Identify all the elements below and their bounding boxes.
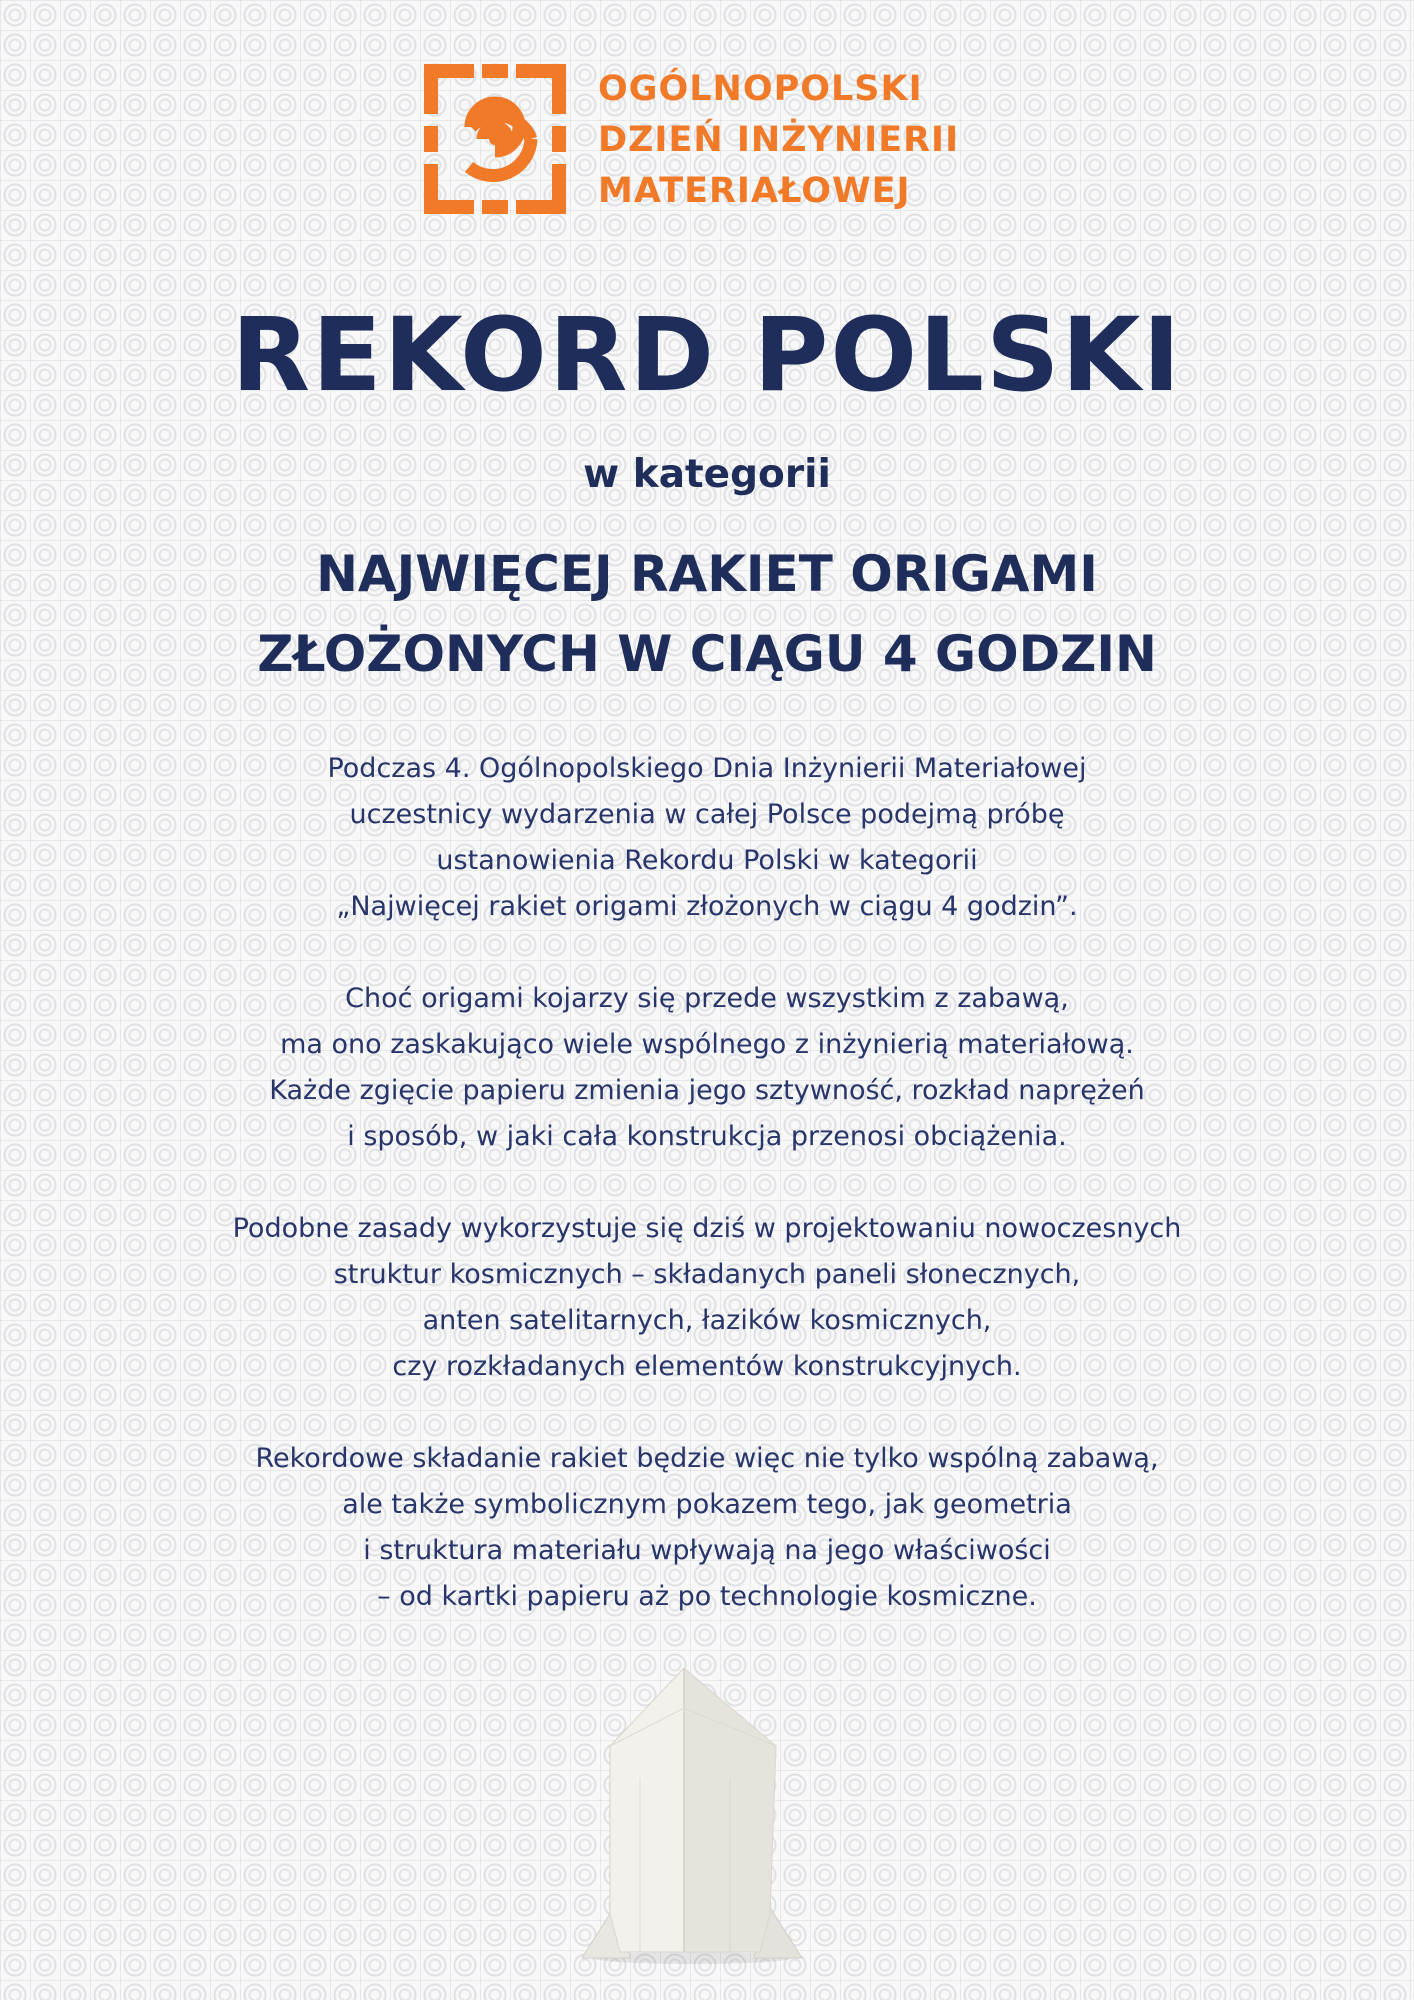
- paragraph-line: Podczas 4. Ogólnopolskiego Dnia Inżynierii Materiałowej: [327, 753, 1087, 784]
- spiral-square-logo-icon: [424, 64, 566, 214]
- paragraph-line: anten satelitarnych, łazików kosmicznych,: [422, 1305, 992, 1336]
- paragraph-line: Rekordowe składanie rakiet będzie więc nie tylko wspólną zabawą,: [255, 1443, 1159, 1474]
- paragraph-line: ma ono zaskakująco wiele wspólnego z inżynierią materiałową.: [280, 1029, 1134, 1060]
- logo-text: [598, 64, 959, 217]
- paragraph-4: [0, 1436, 1414, 1620]
- paragraph-3: [0, 1206, 1414, 1390]
- paragraph-line: ustanowienia Rekordu Polski w kategorii: [436, 845, 978, 876]
- page-subtitle: w kategorii: [583, 452, 831, 497]
- page-title: REKORD POLSKI: [231, 296, 1183, 415]
- paragraph-line: ale także symbolicznym pokazem tego, jak geometria: [342, 1489, 1072, 1520]
- paragraph-line: – od kartki papieru aż po technologie kosmiczne.: [377, 1581, 1037, 1612]
- paragraph-line: struktur kosmicznych – składanych paneli słonecznych,: [333, 1259, 1081, 1290]
- category-line-1: NAJWIĘCEJ RAKIET ORIGAMI: [316, 545, 1098, 603]
- paragraph-2: [0, 976, 1414, 1160]
- paragraph-line: czy rozkładanych elementów konstrukcyjnych.: [392, 1351, 1022, 1382]
- logo-line-2: DZIEŃ INŻYNIERII: [598, 120, 960, 160]
- paragraph-1: [0, 746, 1414, 930]
- record-category: [0, 534, 1414, 694]
- paragraph-line: uczestnicy wydarzenia w całej Polsce podejmą próbę: [349, 799, 1065, 830]
- paragraph-line: i sposób, w jaki cała konstrukcja przenosi obciążenia.: [347, 1121, 1067, 1152]
- paragraph-line: i struktura materiału wpływają na jego właściwości: [363, 1535, 1051, 1566]
- paragraph-line: Choć origami kojarzy się przede wszystkim z zabawą,: [345, 983, 1069, 1014]
- paragraph-line: „Najwięcej rakiet origami złożonych w ciągu 4 godzin”.: [336, 891, 1078, 922]
- event-logo: [424, 64, 994, 220]
- paragraph-line: Każde zgięcie papieru zmienia jego sztywność, rozkład naprężeń: [269, 1075, 1145, 1106]
- category-line-2: ZŁOŻONYCH W CIĄGU 4 GODZIN: [257, 625, 1157, 683]
- paragraph-line: Podobne zasady wykorzystuje się dziś w projektowaniu nowoczesnych: [232, 1213, 1182, 1244]
- origami-rocket-image: [580, 1668, 804, 1964]
- logo-line-3: MATERIAŁOWEJ: [598, 171, 911, 211]
- logo-line-1: OGÓLNOPOLSKI: [598, 69, 923, 109]
- body-text: [0, 746, 1414, 1666]
